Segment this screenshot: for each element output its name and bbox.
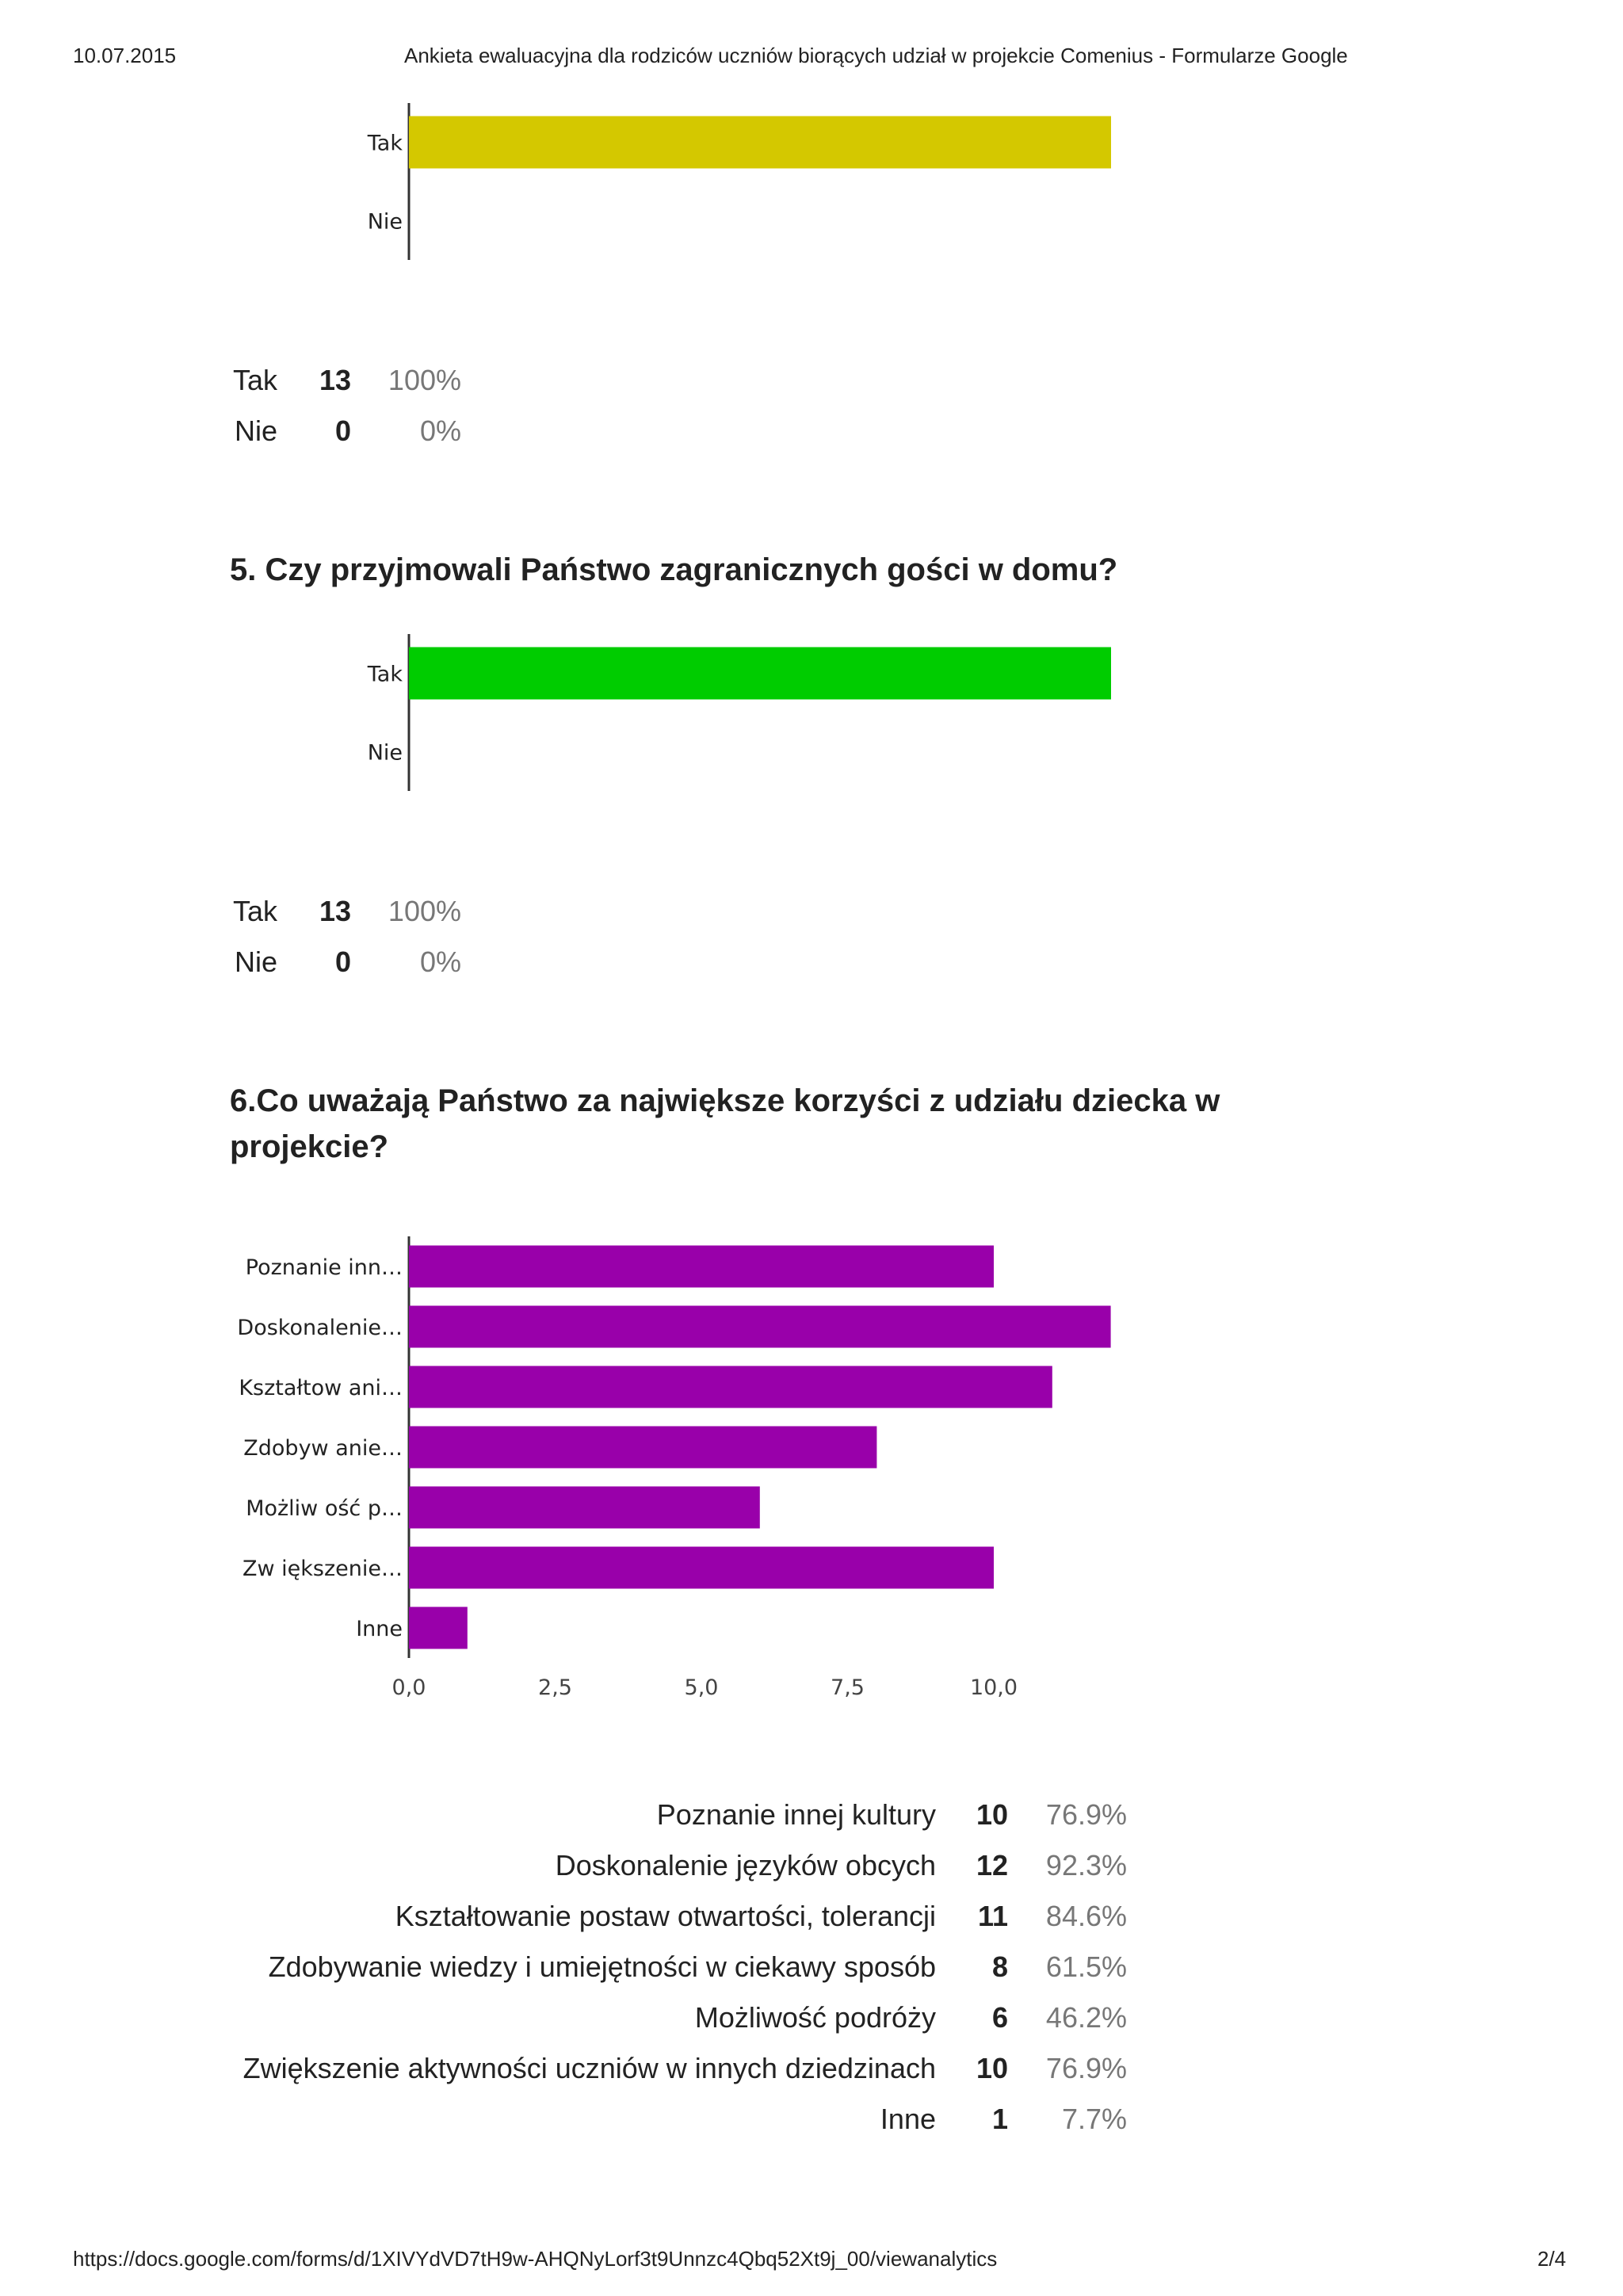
q6-summary-table bbox=[0, 1795, 1189, 2152]
q5-summary-row-1 bbox=[0, 942, 475, 982]
q6-bar-chart bbox=[0, 1221, 1189, 1712]
q6-summary-count: 10 bbox=[976, 1798, 1008, 1831]
q5-summary-row-0 bbox=[0, 892, 475, 931]
q6-category-label: Możliw ość p… bbox=[246, 1496, 403, 1521]
q6-summary-row bbox=[0, 2099, 1189, 2139]
q4-category-label: Tak bbox=[367, 131, 403, 156]
q6-summary-label: Doskonalenie języków obcych bbox=[555, 1849, 936, 1881]
q6-x-tick-label: 7,5 bbox=[831, 1675, 865, 1700]
q5-bar-chart bbox=[0, 626, 1189, 800]
q6-bar bbox=[409, 1246, 994, 1288]
q6-summary-row bbox=[0, 1795, 1189, 1835]
q6-bar bbox=[409, 1366, 1052, 1408]
q6-x-tick-label: 10,0 bbox=[969, 1675, 1018, 1700]
q5-category-label: Nie bbox=[367, 740, 403, 766]
q4-summary-count: 13 bbox=[319, 364, 351, 396]
q5-summary-count: 13 bbox=[319, 895, 351, 927]
q4-summary-row-1 bbox=[0, 411, 475, 451]
q6-title: 6.Co uważają Państwo za największe korzyści z udziału dziecka w projekcie? bbox=[230, 1083, 1220, 1164]
q6-summary-count: 8 bbox=[991, 1950, 1008, 1983]
q4-summary-label: Tak bbox=[232, 364, 277, 396]
q6-bar bbox=[409, 1547, 994, 1589]
q4-summary-count: 0 bbox=[334, 415, 351, 447]
header-title: Ankieta ewaluacyjna dla rodziców uczniów biorących udział w projekcie Comenius - Formularze Google bbox=[404, 44, 1348, 67]
q6-summary-count: 1 bbox=[991, 2103, 1008, 2135]
q5-bar bbox=[409, 648, 1111, 700]
q6-category-label: Zw iększenie… bbox=[242, 1557, 403, 1581]
q5-title: 5. Czy przyjmowali Państwo zagranicznych gości w domu? bbox=[230, 552, 1118, 587]
q4-chart bbox=[0, 95, 1189, 269]
q4-summary-percent: 0% bbox=[419, 415, 461, 447]
q5-summary-percent: 0% bbox=[419, 946, 461, 978]
q4-summary-row-0 bbox=[0, 361, 475, 400]
q5-chart bbox=[0, 626, 1189, 800]
q6-summary-row bbox=[0, 1897, 1189, 1936]
q5-summary-label: Nie bbox=[234, 946, 277, 978]
q6-x-tick-label: 0,0 bbox=[391, 1675, 426, 1700]
q6-summary-percent: 76.9% bbox=[1045, 2052, 1127, 2084]
q6-summary-label: Zwiększenie aktywności uczniów w innych dziedzinach bbox=[242, 2052, 936, 2084]
q6-category-label: Poznanie inn… bbox=[245, 1255, 403, 1280]
q6-summary-label: Możliwość podróży bbox=[694, 2001, 936, 2034]
q6-summary-label: Poznanie innej kultury bbox=[656, 1798, 936, 1831]
q6-x-tick-label: 2,5 bbox=[538, 1675, 572, 1700]
q5-summary-label: Tak bbox=[232, 895, 277, 927]
q6-summary-percent: 92.3% bbox=[1045, 1849, 1127, 1881]
q6-category-label: Kształtow ani… bbox=[239, 1376, 403, 1400]
q6-bar bbox=[409, 1607, 468, 1649]
q4-bar-chart bbox=[0, 95, 1189, 269]
q6-summary-label: Zdobywanie wiedzy i umiejętności w ciekawy sposób bbox=[268, 1950, 936, 1983]
q6-summary-count: 6 bbox=[991, 2001, 1008, 2034]
q6-chart bbox=[0, 1221, 1189, 1712]
q6-bar bbox=[409, 1306, 1111, 1348]
q6-summary-percent: 7.7% bbox=[1061, 2103, 1127, 2135]
q6-x-tick-label: 5,0 bbox=[684, 1675, 719, 1700]
q6-summary-row bbox=[0, 2049, 1189, 2088]
q4-bar bbox=[409, 117, 1111, 169]
q6-category-label: Doskonalenie… bbox=[237, 1316, 403, 1340]
q6-summary-row bbox=[0, 1998, 1189, 2038]
q5-summary-count: 0 bbox=[334, 946, 351, 978]
q6-summary-count: 12 bbox=[976, 1849, 1008, 1881]
q4-summary-label: Nie bbox=[234, 415, 277, 447]
q6-bar bbox=[409, 1487, 760, 1529]
q6-summary-percent: 76.9% bbox=[1045, 1798, 1127, 1831]
q6-category-label: Zdobyw anie… bbox=[243, 1436, 403, 1461]
q4-summary-percent: 100% bbox=[388, 364, 461, 396]
q5-summary-percent: 100% bbox=[388, 895, 461, 927]
q6-summary-percent: 84.6% bbox=[1045, 1900, 1127, 1932]
q6-summary-count: 10 bbox=[976, 2052, 1008, 2084]
q4-category-label: Nie bbox=[367, 209, 403, 235]
q6-summary-row bbox=[0, 1846, 1189, 1885]
q6-category-label: Inne bbox=[356, 1617, 403, 1641]
footer-url: https://docs.google.com/forms/d/1XIVYdVD7tH9w-AHQNyLorf3t9Unnzc4Qbq52Xt9j_00/viewanalytics bbox=[73, 2247, 998, 2271]
q6-summary-count: 11 bbox=[977, 1900, 1008, 1932]
q6-summary-label: Inne bbox=[880, 2103, 936, 2135]
q6-summary-percent: 61.5% bbox=[1045, 1950, 1127, 1983]
q6-summary-label: Kształtowanie postaw otwartości, tolerancji bbox=[395, 1900, 936, 1932]
q6-summary-row bbox=[0, 1947, 1189, 1987]
header-date: 10.07.2015 bbox=[73, 44, 177, 67]
q6-bar bbox=[409, 1427, 876, 1469]
footer-page-number: 2/4 bbox=[1537, 2247, 1567, 2271]
q5-category-label: Tak bbox=[367, 662, 403, 687]
q6-summary-percent: 46.2% bbox=[1045, 2001, 1127, 2034]
